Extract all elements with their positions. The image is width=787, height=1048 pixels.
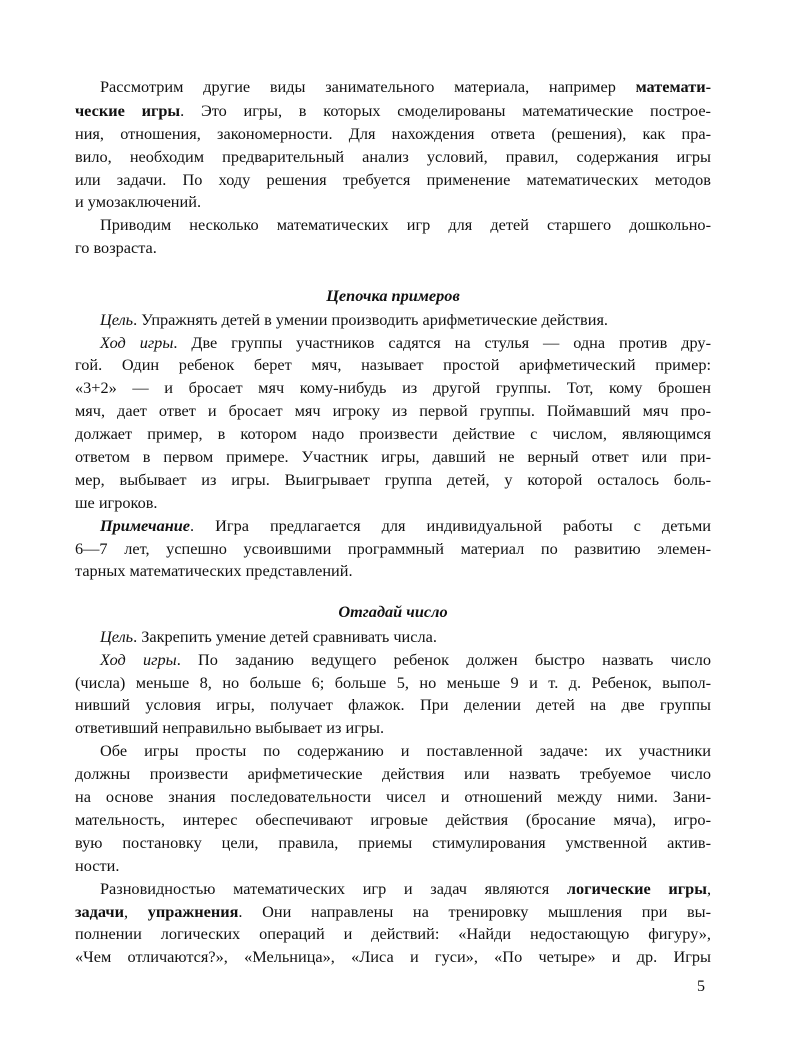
text-line: вую постановку цели, правила, приемы стимулирования умственной актив- (75, 833, 711, 852)
text-line (100, 309, 711, 331)
bold-term: задачи (75, 902, 124, 921)
text-span: Рассмотрим другие виды занимательного материала, например (100, 77, 636, 96)
text-line: «Чем отличаются?», «Мельница», «Лиса и гуси», «По четыре» и др. Игры (75, 947, 711, 966)
text-span: . Упражнять детей в умении производить арифметические действия. (133, 310, 608, 329)
text-span: . По заданию ведущего ребенок должен быстро назвать число (176, 650, 712, 669)
text-line: мательность, интерес обеспечивают игровые действия (бросание мяча), игро- (75, 810, 711, 829)
text-line: Обе игры просты по содержанию и поставленной задаче: их участники (100, 741, 711, 760)
text-span: . Две группы участников садятся на стулья — одна против дру- (173, 333, 711, 352)
text-line (100, 332, 711, 354)
text-line (100, 515, 711, 537)
text-line: нивший условия игры, получает флажок. При делении детей на две группы (75, 695, 711, 714)
italic-label: Ход игры (100, 333, 174, 352)
bold-term: упражнения (147, 902, 239, 921)
text-span: . Закрепить умение детей сравнивать числа. (133, 627, 437, 646)
italic-label: Цель (100, 627, 134, 646)
text-line: мяч, дает ответ и бросает мяч игроку из первой группы. Поймавший мяч про- (75, 401, 711, 420)
text-line: «3+2» — и бросает мяч кому-нибудь из другой группы. Тот, кому брошен (75, 378, 711, 397)
bold-italic-label: Примечание (100, 516, 191, 535)
text-line: вило, необходим предварительный анализ условий, правил, содержания игры (75, 147, 711, 166)
italic-label: Цель (100, 310, 134, 329)
text-line: на основе знания последовательности чисел и отношений между ними. Зани- (75, 787, 711, 806)
text-span: . Это игры, в которых смоделированы математические построе- (180, 101, 711, 120)
section-heading: Цепочка примеров (326, 286, 460, 305)
text-line: тарных математических представлений. (75, 561, 353, 580)
text-span: Разновидностью математических игр и задач являются (100, 879, 567, 898)
bold-term: логические игры (566, 879, 707, 898)
text-line: ответивший неправильно выбывает из игры. (75, 718, 385, 737)
text-line: 6—7 лет, успешно усвоившими программный материал по развитию элемен- (75, 539, 711, 558)
text-line: ности. (75, 856, 120, 875)
text-line: гой. Один ребенок берет мяч, называет простой арифметический пример: (75, 355, 711, 374)
text-line: Приводим несколько математических игр для детей старшего дошкольно- (100, 215, 711, 234)
text-line: и умозаключений. (75, 192, 202, 211)
text-span: . Они направлены на тренировку мышления при вы- (238, 902, 712, 921)
text-span: , (123, 902, 148, 921)
text-line (100, 649, 711, 671)
text-line: Разновидностью математических игр и задач являются логические игры, (100, 879, 712, 898)
text-line: должны произвести арифметические действия или назвать требуемое число (75, 764, 711, 783)
text-line: ния, отношения, закономерности. Для нахождения ответа (решения), как пра- (75, 124, 711, 143)
text-line: мер, выбывает из игры. Выигрывает группа детей, у которой осталось боль- (75, 470, 711, 489)
text-line (100, 76, 711, 98)
bold-term: математи- (635, 77, 711, 96)
text-line: ответом в первом примере. Участник игры, давший не верный ответ или при- (75, 447, 711, 466)
italic-label: Ход игры (100, 650, 177, 669)
text-line: ше игроков. (75, 493, 158, 512)
text-line: должает пример, в котором надо произвести действие с числом, являющимся (75, 424, 711, 443)
text-line (100, 626, 711, 648)
text-line: (числа) меньше 8, но больше 6; больше 5, но меньше 9 и т. д. Ребенок, выпол- (75, 673, 711, 692)
text-line: го возраста. (75, 238, 157, 257)
page-number: 5 (697, 978, 705, 995)
section-heading: Отгадай число (338, 602, 448, 621)
bold-term: ческие игры (75, 101, 181, 120)
text-line (75, 100, 711, 122)
text-span: . Игра предлагается для индивидуальной работы с детьми (190, 516, 711, 535)
text-line: или задачи. По ходу решения требуется применение математических методов (75, 170, 711, 189)
text-line: полнении логических операций и действий: «Найди недостающую фигуру», (75, 924, 711, 943)
text-line (75, 901, 711, 923)
